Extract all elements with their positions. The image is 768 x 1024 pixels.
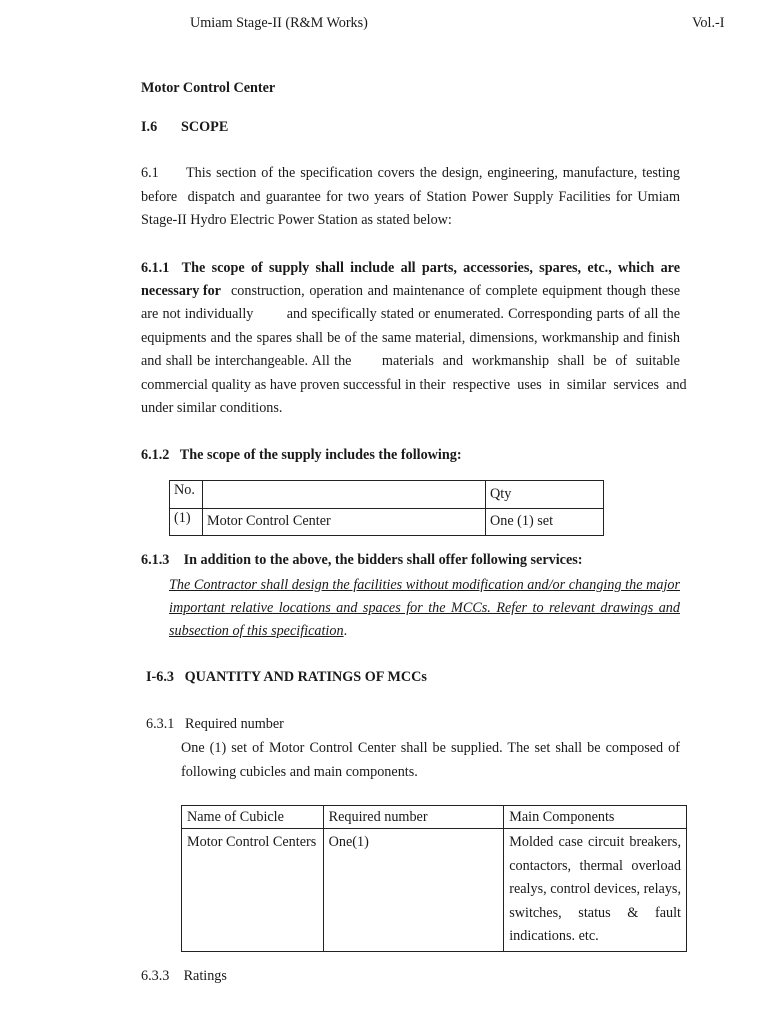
services-line: important relative locations and spaces for the MCCs. Refer to relevant drawings and	[169, 600, 680, 616]
table-cell: No.	[170, 481, 203, 509]
scope-line: are not individually and specifically stated or enumerated. Corresponding parts of all the	[141, 306, 680, 322]
mcc-table	[181, 805, 687, 952]
section-number: I.6	[141, 119, 158, 135]
table-cell: Qty	[486, 481, 604, 509]
services-heading: 6.1.3 In addition to the above, the bidders shall offer following services:	[141, 552, 583, 568]
scope-line: equipments and the spares shall be of the same material, dimensions, workmanship and finish	[141, 330, 680, 346]
table-cell: Name of Cubicle	[182, 806, 324, 829]
supply-heading: 6.1.2 The scope of the supply includes the following:	[141, 447, 462, 463]
table-cell: One (1) set	[486, 509, 604, 536]
table-row	[182, 829, 687, 952]
scope-line: commercial quality as have proven successful in their respective uses in similar services and	[141, 377, 687, 393]
services-line: The Contractor shall design the facilities without modification and/or changing the major	[169, 577, 680, 593]
table-row	[170, 509, 604, 536]
components-cell	[504, 829, 687, 952]
component-line: Molded case circuit breakers,	[509, 834, 681, 850]
quantity-heading: I-6.3 QUANTITY AND RATINGS OF MCCs	[146, 669, 427, 685]
scope-line: and shall be interchangeable. All the materials and workmanship shall be of suitable	[141, 353, 680, 369]
table-cell: Motor Control Centers	[182, 829, 324, 952]
paragraph-number: 6.1	[141, 165, 159, 181]
required-number-heading: 6.3.1 Required number	[146, 716, 284, 732]
paragraph-line: Stage-II Hydro Electric Power Station as stated below:	[141, 212, 452, 228]
table-cell	[203, 481, 486, 509]
scope-bold-text: necessary for	[141, 283, 221, 299]
table-cell: One(1)	[323, 829, 504, 952]
table-cell: Motor Control Center	[203, 509, 486, 536]
paragraph-line: This section of the specification covers the design, engineering, manufacture, testing	[186, 165, 680, 181]
component-line: contactors, thermal overload	[509, 857, 681, 874]
component-line: indications. etc.	[509, 928, 599, 945]
ratings-heading: 6.3.3 Ratings	[141, 968, 227, 984]
services-line-3	[169, 623, 347, 640]
header-title: Umiam Stage-II (R&M Works)	[190, 15, 368, 31]
paragraph-line: before dispatch and guarantee for two years of Station Power Supply Facilities for Umiam	[141, 189, 680, 205]
required-number-line: One (1) set of Motor Control Center shall be supplied. The set shall be composed of	[181, 740, 680, 756]
scope-line: under similar conditions.	[141, 400, 283, 416]
table-cell: (1)	[170, 509, 203, 536]
document-title: Motor Control Center	[141, 80, 276, 96]
services-period: .	[343, 623, 348, 639]
table-cell: Required number	[323, 806, 504, 829]
table-header-row	[182, 806, 687, 829]
scope-table	[169, 480, 604, 536]
component-line: realys, control devices, relays,	[509, 881, 681, 898]
section-title: SCOPE	[181, 119, 229, 135]
table-cell: Main Components	[504, 806, 687, 829]
required-number-line: following cubicles and main components.	[181, 764, 418, 780]
scope-text: construction, operation and maintenance of complete equipment though these	[231, 283, 680, 299]
scope-heading-line: 6.1.1 The scope of supply shall include all parts, accessories, spares, etc., which are	[141, 260, 680, 276]
table-header-row	[170, 481, 604, 509]
services-line: subsection of this specification	[169, 623, 344, 639]
scope-line-2	[141, 283, 680, 300]
header-volume: Vol.-I	[692, 15, 725, 31]
component-line: switches, status & fault	[509, 904, 681, 921]
